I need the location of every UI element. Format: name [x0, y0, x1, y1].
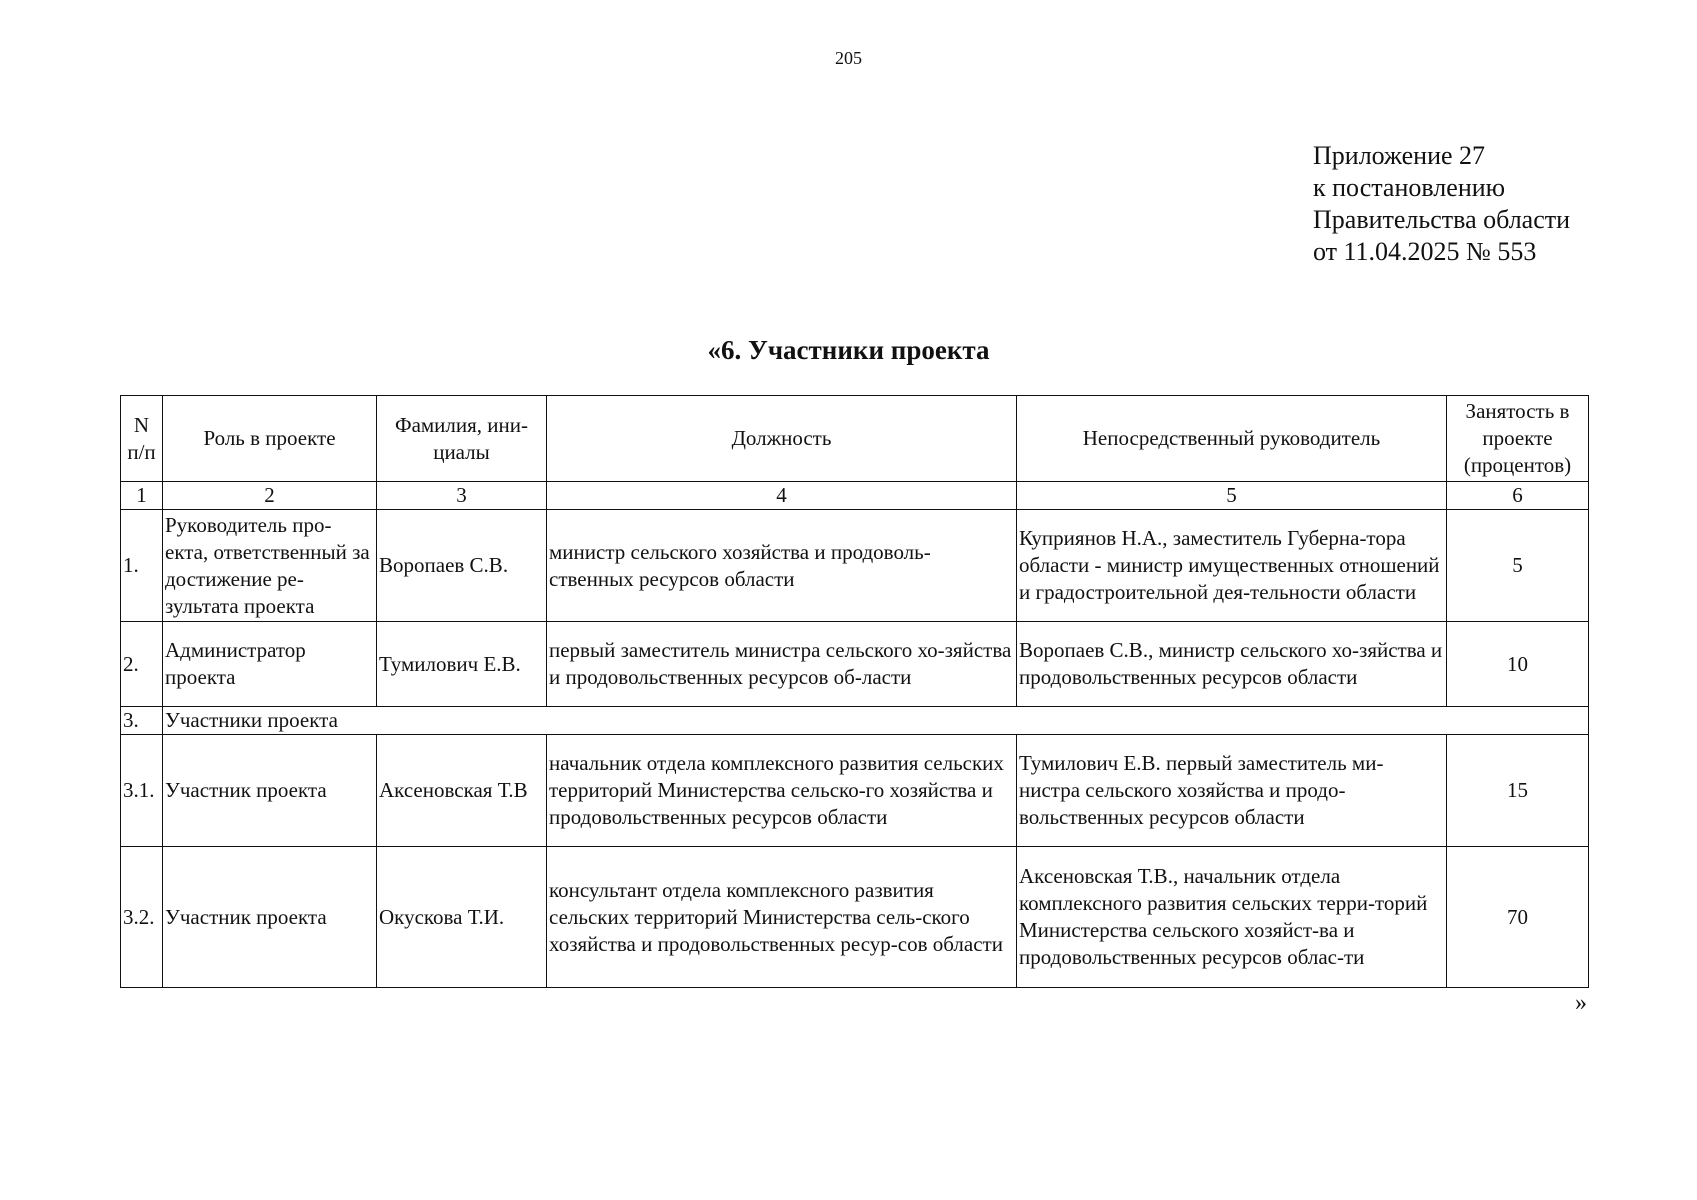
header-row: [121, 396, 1589, 482]
column-number: 1: [121, 482, 163, 510]
appendix-line: к постановлению: [1313, 173, 1506, 202]
cell-number: 3.2.: [121, 847, 163, 988]
section-row: [121, 707, 1589, 735]
cell-name: Воропаев С.В.: [377, 510, 547, 622]
cell-load: 70: [1447, 847, 1589, 988]
appendix-line: Правительства области: [1313, 205, 1571, 234]
document-title: «6. Участники проекта: [707, 335, 990, 365]
appendix-line: Приложение 27: [1313, 141, 1486, 170]
cell-position: консультант отдела комплексного развития сельских территорий Министерства сель-ского хозяйства и продовольственных ресур-сов области: [547, 847, 1017, 988]
cell-role: Руководитель про-екта, ответственный за достижение ре-зультата проекта: [163, 510, 377, 622]
cell-name: Аксеновская Т.В: [377, 735, 547, 847]
cell-load: 5: [1447, 510, 1589, 622]
table-row: [121, 735, 1589, 847]
cell-role: Участник проекта: [163, 735, 377, 847]
column-number: 5: [1017, 482, 1447, 510]
header-role: Роль в проекте: [163, 396, 377, 482]
cell-manager: Воропаев С.В., министр сельского хо-зяйства и продовольственных ресурсов области: [1017, 622, 1447, 707]
table-row: [121, 622, 1589, 707]
header-manager: Непосредственный руководитель: [1017, 396, 1447, 482]
table-row: [121, 847, 1589, 988]
appendix-line: от 11.04.2025 № 553: [1313, 237, 1537, 266]
cell-load: 10: [1447, 622, 1589, 707]
table-row: [121, 510, 1589, 622]
participants-table: [120, 395, 1589, 988]
cell-role: Участник проекта: [163, 847, 377, 988]
header-name: Фамилия, ини-циалы: [377, 396, 547, 482]
cell-name: Тумилович Е.В.: [377, 622, 547, 707]
closing-quote: »: [1575, 990, 1587, 1016]
cell-manager: Тумилович Е.В. первый заместитель ми-нистра сельского хозяйства и продо-вольственных ресурсов области: [1017, 735, 1447, 847]
cell-number: 3.: [121, 707, 163, 735]
cell-number: 3.1.: [121, 735, 163, 847]
cell-number: 1.: [121, 510, 163, 622]
cell-position: министр сельского хозяйства и продоволь-ственных ресурсов области: [547, 510, 1017, 622]
column-number: 3: [377, 482, 547, 510]
cell-role: Администратор проекта: [163, 622, 377, 707]
header-position: Должность: [547, 396, 1017, 482]
column-number: 2: [163, 482, 377, 510]
appendix-block: [1313, 140, 1570, 268]
column-number: 6: [1447, 482, 1589, 510]
cell-position: первый заместитель министра сельского хо-зяйства и продовольственных ресурсов об-ласти: [547, 622, 1017, 707]
column-number-row: [121, 482, 1589, 510]
cell-manager: Куприянов Н.А., заместитель Губерна-тора области - министр имущественных отношений и градостроительной дея-тельности области: [1017, 510, 1447, 622]
cell-load: 15: [1447, 735, 1589, 847]
header-load: Занятость в проекте (процентов): [1447, 396, 1589, 482]
cell-manager: Аксеновская Т.В., начальник отдела комплексного развития сельских терри-торий Министерства сельского хозяйст-ва и продовольственных ресурсов облас-ти: [1017, 847, 1447, 988]
header-number: N п/п: [121, 396, 163, 482]
cell-name: Окускова Т.И.: [377, 847, 547, 988]
cell-number: 2.: [121, 622, 163, 707]
section-title: Участники проекта: [163, 707, 1589, 735]
column-number: 4: [547, 482, 1017, 510]
cell-position: начальник отдела комплексного развития сельских территорий Министерства сельско-го хозяйства и продовольственных ресурсов области: [547, 735, 1017, 847]
page-number: 205: [835, 48, 862, 68]
